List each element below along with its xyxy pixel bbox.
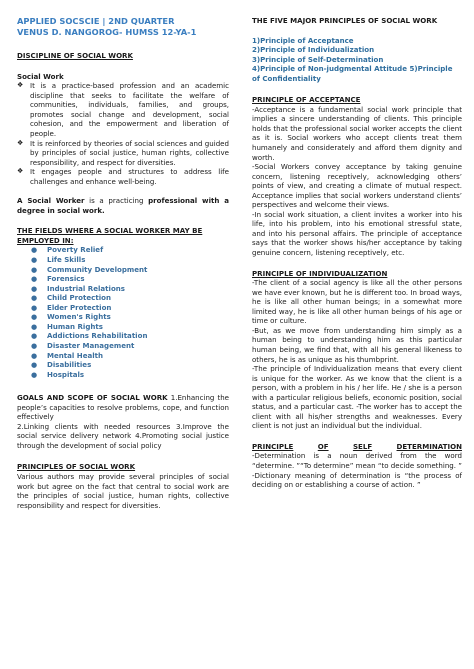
list-item: 4)Principle of Non-judgmental Attitude 5)Principle of Confidentiality <box>252 64 453 83</box>
header-line-2: VENUS D. NANGOROG- HUMSS 12-YA-1 <box>17 26 197 37</box>
bullet-item: ❖ It is reinforced by theories of social sciences and guided by principles of social justice, human rights, collective responsibility, and respect for diversities. <box>17 138 229 167</box>
left-column <box>17 0 229 510</box>
list-item: 3)Principle of Self-Determination <box>252 54 384 64</box>
acceptance-paragraph: -Social Workers convey acceptance by taking genuine concern, listening receptively, acknowledging others’ points of view, and creating a climate of mutual respect. Acceptance implies that social workers understand clients’ perspectives and welcome their views. <box>252 162 462 210</box>
list-item: ● Women's Rights <box>31 312 111 322</box>
acceptance-paragraph: -In social work situation, a client invites a worker into his life, into his problem, into his emotional stressful state, and into his personal affairs. The principle of acceptance says that the worker shows his/her acceptance by taking genuine concern, listening receptively, etc. <box>252 209 462 258</box>
five-principles-list <box>252 36 462 84</box>
fields-title: THE FIELDS WHERE A SOCIAL WORKER MAY BE EMPLOYED IN: <box>17 226 203 245</box>
list-item: ● Industrial Relations <box>31 283 125 293</box>
header-line-1: APPLIED SOCSCIE | 2ND QUARTER <box>17 16 175 26</box>
acceptance-paragraph: -Acceptance is a fundamental social work principle that implies a sincere understanding of clients. This principle holds that the professional social worker accepts the client as it is. Social workers who accept clients treat them humanely and considerately and afford them dignity and worth. <box>252 104 462 162</box>
self-determination-title: PRINCIPLE OF SELF DETERMINATION <box>252 441 462 451</box>
discipline-title: DISCIPLINE OF SOCIAL WORK <box>17 51 133 61</box>
principles-paragraph: Various authors may provide several principles of social work but agree on the fact that central to social work are the principles of social justice, human rights, collective responsibility and respect for diversities. <box>17 471 229 510</box>
individualization-paragraph: -The client of a social agency is like all the other persons we have ever known, but he is different too. In broad ways, he is like all other human beings; in a somewhat more limited way, he is like all other human beings of his age or time or culture. <box>252 278 462 326</box>
social-work-heading: Social Work <box>17 71 64 81</box>
list-item: ● Community Development <box>31 264 148 274</box>
bullet-item: ❖ It engages people and structures to address life challenges and enhance well-being. <box>17 167 229 186</box>
list-item: ● Addictions Rehabilitation <box>31 331 148 341</box>
goals-paragraph-2: 2.Linking clients with needed resources 3.Improve the social service delivery network 4.Promoting social justice through the development of social policy <box>17 421 229 450</box>
individualization-paragraph: -The principle of Individualization means that every client is unique for the worker. As we know that the client is a person, with a problem in his / her life. He / she is a person with a particular religious beliefs, economic position, social status, and a particular cast. -The worker has to accept the client with all his/her strengths and weaknesses. Every client is not just an individual but the individual. <box>252 364 462 431</box>
list-item: ● Poverty Relief <box>31 245 104 255</box>
goals-paragraph: GOALS AND SCOPE OF SOCIAL WORK 1.Enhancing the people’s capacities to resolve problems, cope, and function effectively <box>17 393 230 422</box>
list-item: 1)Principle of Acceptance <box>252 35 354 45</box>
list-item: ● Mental Health <box>31 350 104 360</box>
individualization-paragraph: -But, as we move from understanding him simply as a human being to understanding him as this particular human being, we find that, with all his general likeness to others, he is as unique as his thumbprint. <box>252 325 462 364</box>
list-item: ● Forensics <box>31 274 85 284</box>
right-column <box>252 0 462 490</box>
list-item: ● Disaster Management <box>31 340 135 350</box>
fields-list <box>17 245 229 379</box>
list-item: ● Life Skills <box>31 255 86 265</box>
bullet-icon: ❖ <box>17 81 24 90</box>
list-item: 2)Principle of Individualization <box>252 45 375 55</box>
social-worker-definition: A Social Worker is a practicing professional with a degree in social work. <box>17 196 229 215</box>
acceptance-title: PRINCIPLE OF ACCEPTANCE <box>252 95 361 105</box>
bullet-icon: ❖ <box>17 167 24 176</box>
individualization-title: PRINCIPLE OF INDIVIDUALIZATION <box>252 268 388 278</box>
self-determination-paragraph: -Dictionary meaning of determination is “the process of deciding on or establishing a course of action. ” <box>252 470 462 490</box>
list-item: ● Child Protection <box>31 293 111 303</box>
list-item: ● Hospitals <box>31 369 85 379</box>
list-item: ● Disabilities <box>31 360 92 370</box>
list-item: ● Human Rights <box>31 321 103 331</box>
bullet-icon: ❖ <box>17 138 24 147</box>
self-determination-paragraph: -Determination is a noun derived from the word “determine. ”“To determine” mean “to decide something. ” <box>252 451 462 470</box>
five-principles-title: THE FIVE MAJOR PRINCIPLES OF SOCIAL WORK <box>252 16 438 25</box>
goals-title: GOALS AND SCOPE OF SOCIAL WORK <box>17 393 168 403</box>
bullet-item: ❖ It is a practice-based profession and an academic discipline that seeks to facilitate the welfare of communities, individuals, families, and groups, promotes social change and development, social cohesion, and the empowerment and liberation of people. <box>17 81 229 139</box>
principles-title: PRINCIPLES OF SOCIAL WORK <box>17 462 136 472</box>
list-item: ● Elder Protection <box>31 302 112 312</box>
